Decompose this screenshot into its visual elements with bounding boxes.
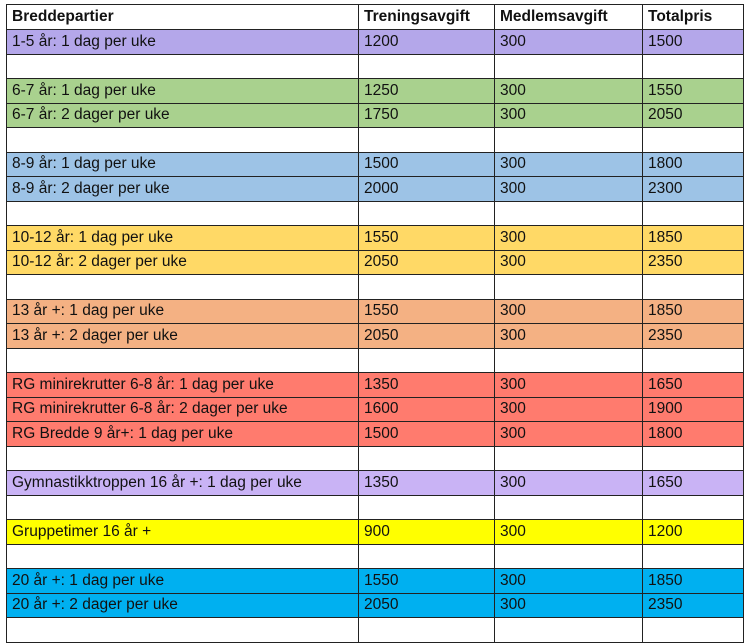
spacer-row [7,348,744,373]
cell-parti [7,348,359,373]
cell-medlemsavgift: 300 [495,397,643,422]
cell-totalpris [643,275,744,300]
cell-parti [7,495,359,520]
cell-medlemsavgift: 300 [495,226,643,251]
cell-treningsavgift: 1350 [359,471,495,496]
cell-totalpris: 1800 [643,422,744,447]
cell-totalpris [643,128,744,153]
cell-treningsavgift: 2050 [359,593,495,618]
cell-medlemsavgift [495,128,643,153]
cell-parti [7,618,359,643]
cell-totalpris: 1550 [643,79,744,104]
cell-treningsavgift: 1550 [359,226,495,251]
spacer-row [7,54,744,79]
cell-totalpris: 2350 [643,324,744,349]
cell-treningsavgift: 1200 [359,30,495,55]
cell-totalpris [643,348,744,373]
cell-medlemsavgift [495,54,643,79]
table-header-row [7,5,744,30]
table-row [7,324,744,349]
cell-totalpris [643,544,744,569]
cell-parti: 1-5 år: 1 dag per uke [7,30,359,55]
cell-medlemsavgift [495,544,643,569]
cell-medlemsavgift: 300 [495,152,643,177]
cell-totalpris [643,495,744,520]
spacer-row [7,128,744,153]
table-body [7,30,744,643]
cell-parti [7,275,359,300]
spacer-row [7,201,744,226]
cell-treningsavgift: 2050 [359,324,495,349]
table-row [7,520,744,545]
cell-medlemsavgift: 300 [495,471,643,496]
table-row [7,397,744,422]
spacer-row [7,446,744,471]
table-row [7,569,744,594]
cell-parti [7,54,359,79]
table-row [7,471,744,496]
cell-parti [7,128,359,153]
cell-totalpris [643,618,744,643]
cell-treningsavgift [359,544,495,569]
cell-parti: RG minirekrutter 6-8 år: 1 dag per uke [7,373,359,398]
cell-treningsavgift [359,618,495,643]
cell-totalpris: 2350 [643,250,744,275]
cell-totalpris: 2050 [643,103,744,128]
cell-treningsavgift: 1350 [359,373,495,398]
cell-medlemsavgift: 300 [495,299,643,324]
cell-parti: Gymnastikktroppen 16 år +: 1 dag per uke [7,471,359,496]
cell-totalpris: 1650 [643,373,744,398]
table-row [7,30,744,55]
cell-treningsavgift [359,495,495,520]
cell-totalpris: 1650 [643,471,744,496]
cell-medlemsavgift: 300 [495,593,643,618]
cell-treningsavgift [359,348,495,373]
header-treningsavgift: Treningsavgift [359,5,495,30]
cell-parti: 13 år +: 2 dager per uke [7,324,359,349]
table-row [7,250,744,275]
cell-parti [7,201,359,226]
table-row [7,103,744,128]
table-row [7,177,744,202]
cell-totalpris: 2300 [643,177,744,202]
cell-totalpris: 1850 [643,226,744,251]
cell-treningsavgift [359,446,495,471]
cell-totalpris: 1500 [643,30,744,55]
cell-medlemsavgift [495,618,643,643]
table-row [7,79,744,104]
cell-treningsavgift: 900 [359,520,495,545]
cell-totalpris: 1850 [643,569,744,594]
cell-totalpris: 1850 [643,299,744,324]
cell-medlemsavgift [495,348,643,373]
cell-treningsavgift: 1250 [359,79,495,104]
cell-parti: Gruppetimer 16 år + [7,520,359,545]
cell-medlemsavgift: 300 [495,30,643,55]
cell-parti: 8-9 år: 1 dag per uke [7,152,359,177]
cell-medlemsavgift [495,446,643,471]
cell-medlemsavgift [495,275,643,300]
cell-medlemsavgift: 300 [495,324,643,349]
header-breddepartier: Breddepartier [7,5,359,30]
header-totalpris: Totalpris [643,5,744,30]
cell-parti: 13 år +: 1 dag per uke [7,299,359,324]
cell-medlemsavgift: 300 [495,569,643,594]
cell-treningsavgift [359,54,495,79]
cell-medlemsavgift: 300 [495,79,643,104]
spacer-row [7,275,744,300]
cell-parti: 6-7 år: 1 dag per uke [7,79,359,104]
cell-parti: RG Bredde 9 år+: 1 dag per uke [7,422,359,447]
spacer-row [7,544,744,569]
cell-parti: 20 år +: 2 dager per uke [7,593,359,618]
table-row [7,373,744,398]
cell-treningsavgift: 2050 [359,250,495,275]
price-table [6,4,744,643]
cell-treningsavgift: 1500 [359,422,495,447]
table-row [7,226,744,251]
cell-totalpris [643,54,744,79]
cell-medlemsavgift: 300 [495,177,643,202]
table-row [7,299,744,324]
cell-parti: 20 år +: 1 dag per uke [7,569,359,594]
cell-treningsavgift [359,201,495,226]
cell-medlemsavgift: 300 [495,373,643,398]
cell-totalpris [643,201,744,226]
cell-parti: 10-12 år: 2 dager per uke [7,250,359,275]
cell-parti: RG minirekrutter 6-8 år: 2 dager per uke [7,397,359,422]
cell-treningsavgift: 1500 [359,152,495,177]
table-row [7,593,744,618]
cell-medlemsavgift: 300 [495,103,643,128]
cell-parti: 6-7 år: 2 dager per uke [7,103,359,128]
table-row [7,152,744,177]
cell-treningsavgift: 1550 [359,299,495,324]
cell-totalpris: 1900 [643,397,744,422]
cell-treningsavgift [359,275,495,300]
cell-treningsavgift: 1550 [359,569,495,594]
cell-medlemsavgift: 300 [495,250,643,275]
spacer-row [7,495,744,520]
price-table-sheet [6,4,743,643]
cell-treningsavgift: 1600 [359,397,495,422]
cell-totalpris: 1800 [643,152,744,177]
cell-parti: 10-12 år: 1 dag per uke [7,226,359,251]
cell-totalpris: 2350 [643,593,744,618]
cell-parti [7,544,359,569]
cell-treningsavgift: 2000 [359,177,495,202]
cell-totalpris [643,446,744,471]
cell-parti [7,446,359,471]
cell-medlemsavgift [495,201,643,226]
cell-medlemsavgift [495,495,643,520]
cell-medlemsavgift: 300 [495,422,643,447]
cell-treningsavgift: 1750 [359,103,495,128]
cell-treningsavgift [359,128,495,153]
cell-totalpris: 1200 [643,520,744,545]
header-medlemsavgift: Medlemsavgift [495,5,643,30]
cell-parti: 8-9 år: 2 dager per uke [7,177,359,202]
spacer-row [7,618,744,643]
table-row [7,422,744,447]
cell-medlemsavgift: 300 [495,520,643,545]
